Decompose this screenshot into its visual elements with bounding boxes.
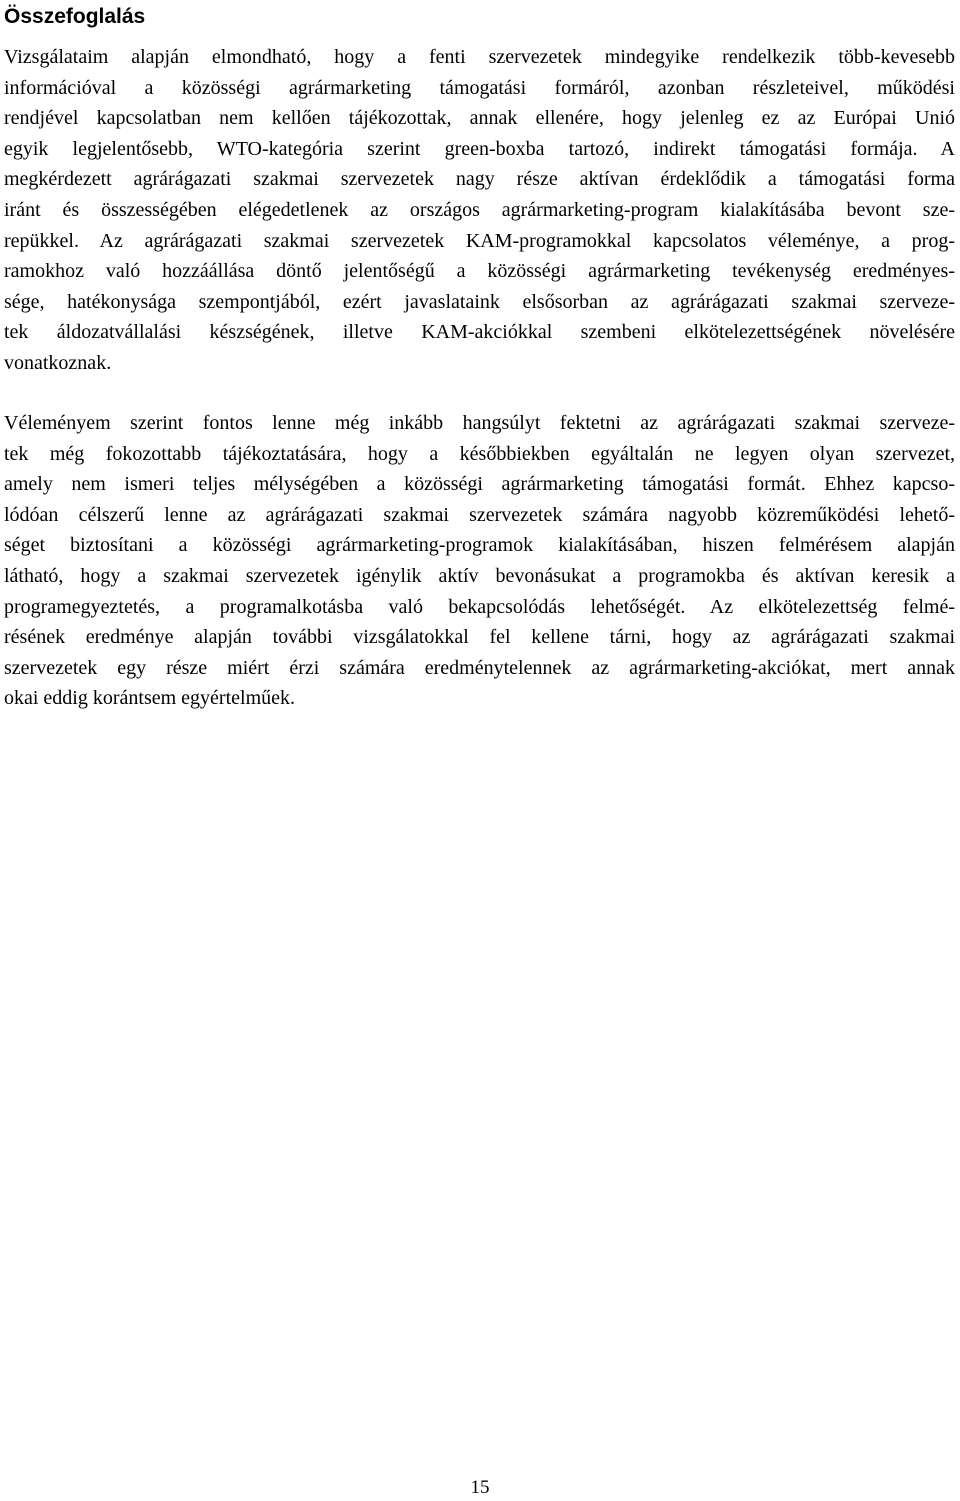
text-line: ramokhoz való hozzáállása döntő jelentőségű a közösségi agrármarketing tevékenység eredményes-: [4, 260, 955, 283]
text-line: információval a közösségi agrármarketing támogatási formáról, azonban részleteivel, működési: [4, 76, 955, 99]
text-line: látható, hogy a szakmai szervezetek igénylik aktív bevonásukat a programokba és aktívan keresik a: [4, 564, 955, 587]
summary-paragraph-2: [4, 408, 955, 714]
text-line: résének eredménye alapján további vizsgálatokkal fel kellene tárni, hogy az agrárágazati szakmai: [4, 626, 955, 649]
text-line: egyik legjelentősebb, WTO-kategória szerint green-boxba tartozó, indirekt támogatási formája. A: [4, 137, 955, 160]
text-line: tek áldozatvállalási készségének, illetve KAM-akciókkal szembeni elkötelezettségének növelésére: [4, 321, 955, 344]
text-line: amely nem ismeri teljes mélységében a közösségi agrármarketing támogatási formát. Ehhez kapcso-: [4, 473, 955, 496]
text-line: Vizsgálataim alapján elmondható, hogy a fenti szervezetek mindegyike rendelkezik több-kevesebb: [4, 46, 955, 68]
text-line: szervezetek egy része miért érzi számára eredménytelennek az agrármarketing-akciókat, mert annak: [4, 656, 955, 679]
text-line: sége, hatékonysága szempontjából, ezért javaslataink elsősorban az agrárágazati szakmai szerveze-: [4, 290, 955, 313]
text-line: repükkel. Az agrárágazati szakmai szervezetek KAM-programokkal kapcsolatos véleménye, a prog-: [4, 229, 955, 252]
text-line: tek még fokozottabb tájékoztatására, hogy a későbbiekben egyáltalán ne legyen olyan szervezet,: [4, 442, 955, 465]
text-line: programegyeztetés, a programalkotásba való bekapcsolódás lehetőségét. Az elkötelezettség felmé-: [4, 595, 955, 618]
text-line: megkérdezett agrárágazati szakmai szervezetek nagy része aktívan érdeklődik a támogatási forma: [4, 168, 955, 191]
text-line: rendjével kapcsolatban nem kellően tájékozottak, annak ellenére, hogy jelenleg ez az Európai Unió: [4, 107, 955, 130]
text-line: iránt és összességében elégedetlenek az országos agrármarketing-program kialakításába bevont sze-: [4, 198, 955, 221]
section-heading: Összefoglalás: [4, 5, 146, 28]
text-line: lódóan célszerű lenne az agrárágazati szakmai szervezetek számára nagyobb közreműködési lehető-: [4, 503, 955, 526]
text-line: okai eddig korántsem egyértelműek.: [4, 687, 296, 710]
summary-paragraph-1: [4, 42, 955, 379]
text-line: vonatkoznak.: [4, 351, 112, 374]
text-line: Véleményem szerint fontos lenne még inkább hangsúlyt fektetni az agrárágazati szakmai szerveze-: [4, 412, 955, 434]
page-number: 15: [470, 1477, 490, 1498]
text-line: séget biztosítani a közösségi agrármarketing-programok kialakításában, hiszen felmérésem alapján: [4, 534, 955, 557]
